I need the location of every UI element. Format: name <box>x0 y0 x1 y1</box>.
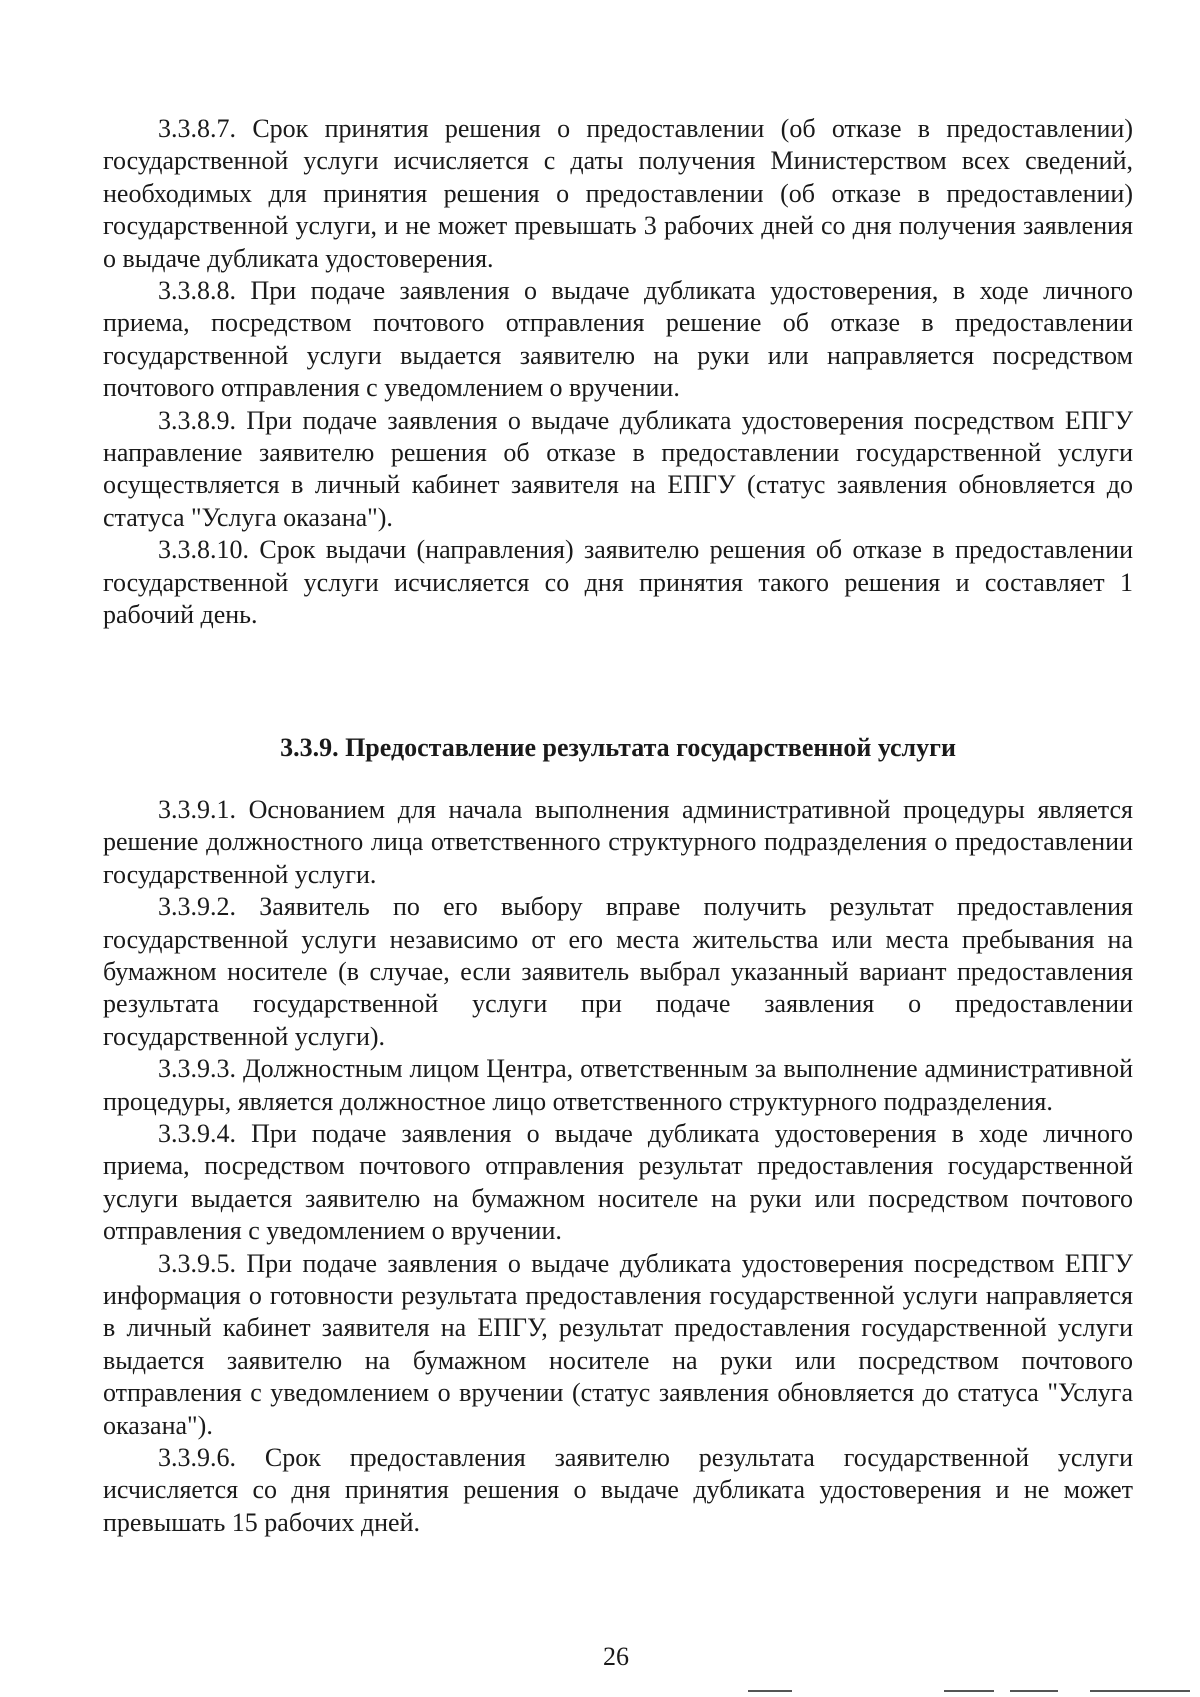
paragraph-3-3-9-5: 3.3.9.5. При подаче заявления о выдаче дубликата удостоверения посредством ЕПГУ информация о готовности результата предоставления государственной услуги направляется в личный кабинет заявителя на ЕПГУ, результат предоставления государственной услуги выдается заявителю на бумажном носителе на руки или посредством почтового отправления с уведомлением о вручении (статус заявления обновляется до статуса "Услуга оказана"). <box>103 1248 1133 1440</box>
paragraph-3-3-9-3: 3.3.9.3. Должностным лицом Центра, ответственным за выполнение административной процедуры, является должностное лицо ответственного структурного подразделения. <box>103 1054 1133 1116</box>
section-heading-3-3-9: 3.3.9. Предоставление результата государственной услуги <box>280 732 956 762</box>
scan-artifact-line <box>748 1690 792 1692</box>
scan-artifact-line <box>1090 1690 1190 1692</box>
paragraph-3-3-9-4: 3.3.9.4. При подаче заявления о выдаче дубликата удостоверения в ходе личного приема, посредством почтового отправления результат предоставления государственной услуги выдается заявителю на бумажном носителе на руки или посредством почтового отправления с уведомлением о вручении. <box>103 1118 1133 1246</box>
paragraph-3-3-8-8: 3.3.8.8. При подаче заявления о выдаче дубликата удостоверения, в ходе личного приема, посредством почтового отправления решение об отказе в предоставлении государственной услуги выдается заявителю на руки или направляется посредством почтового отправления с уведомлением о вручении. <box>103 276 1133 403</box>
heading-spacer <box>103 764 1133 794</box>
paragraph-3-3-8-10: 3.3.8.10. Срок выдачи (направления) заявителю решения об отказе в предоставлении государственной услуги исчисляется со дня принятия такого решения и составляет 1 рабочий день. <box>103 535 1133 630</box>
scan-artifact-line <box>944 1690 994 1692</box>
paragraph-3-3-9-6: 3.3.9.6. Срок предоставления заявителю результата государственной услуги исчисляется со дня принятия решения о выдаче дубликата удостоверения и не может превышать 15 рабочих дней. <box>103 1443 1133 1537</box>
paragraph-3-3-9-1: 3.3.9.1. Основанием для начала выполнения административной процедуры является решение должностного лица ответственного структурного подразделения о предоставлении государственной услуги. <box>103 794 1133 889</box>
document-page <box>103 113 1133 1539</box>
page-number: 26 <box>603 1642 629 1671</box>
scan-artifact-line <box>1010 1690 1058 1692</box>
paragraph-3-3-8-9: 3.3.8.9. При подаче заявления о выдаче дубликата удостоверения посредством ЕПГУ направление заявителю решения об отказе в предоставлении государственной услуги осуществляется в личный кабинет заявителя на ЕПГУ (статус заявления обновляется до статуса "Услуга оказана"). <box>103 405 1133 532</box>
paragraph-3-3-9-2: 3.3.9.2. Заявитель по его выбору вправе получить результат предоставления государственной услуги независимо от его места жительства или места пребывания на бумажном носителе (в случае, если заявитель выбрал указанный вариант предоставления результата государственной услуги при подаче заявления о предоставлении государственной услуги). <box>103 892 1133 1051</box>
section-spacer <box>103 632 1133 732</box>
paragraph-3-3-8-7: 3.3.8.7. Срок принятия решения о предоставлении (об отказе в предоставлении) государственной услуги исчисляется с даты получения Министерством всех сведений, необходимых для принятия решения о предоставлении (об отказе в предоставлении) государственной услуги, и не может превышать 3 рабочих дней со дня получения заявления о выдаче дубликата удостоверения. <box>103 114 1133 273</box>
